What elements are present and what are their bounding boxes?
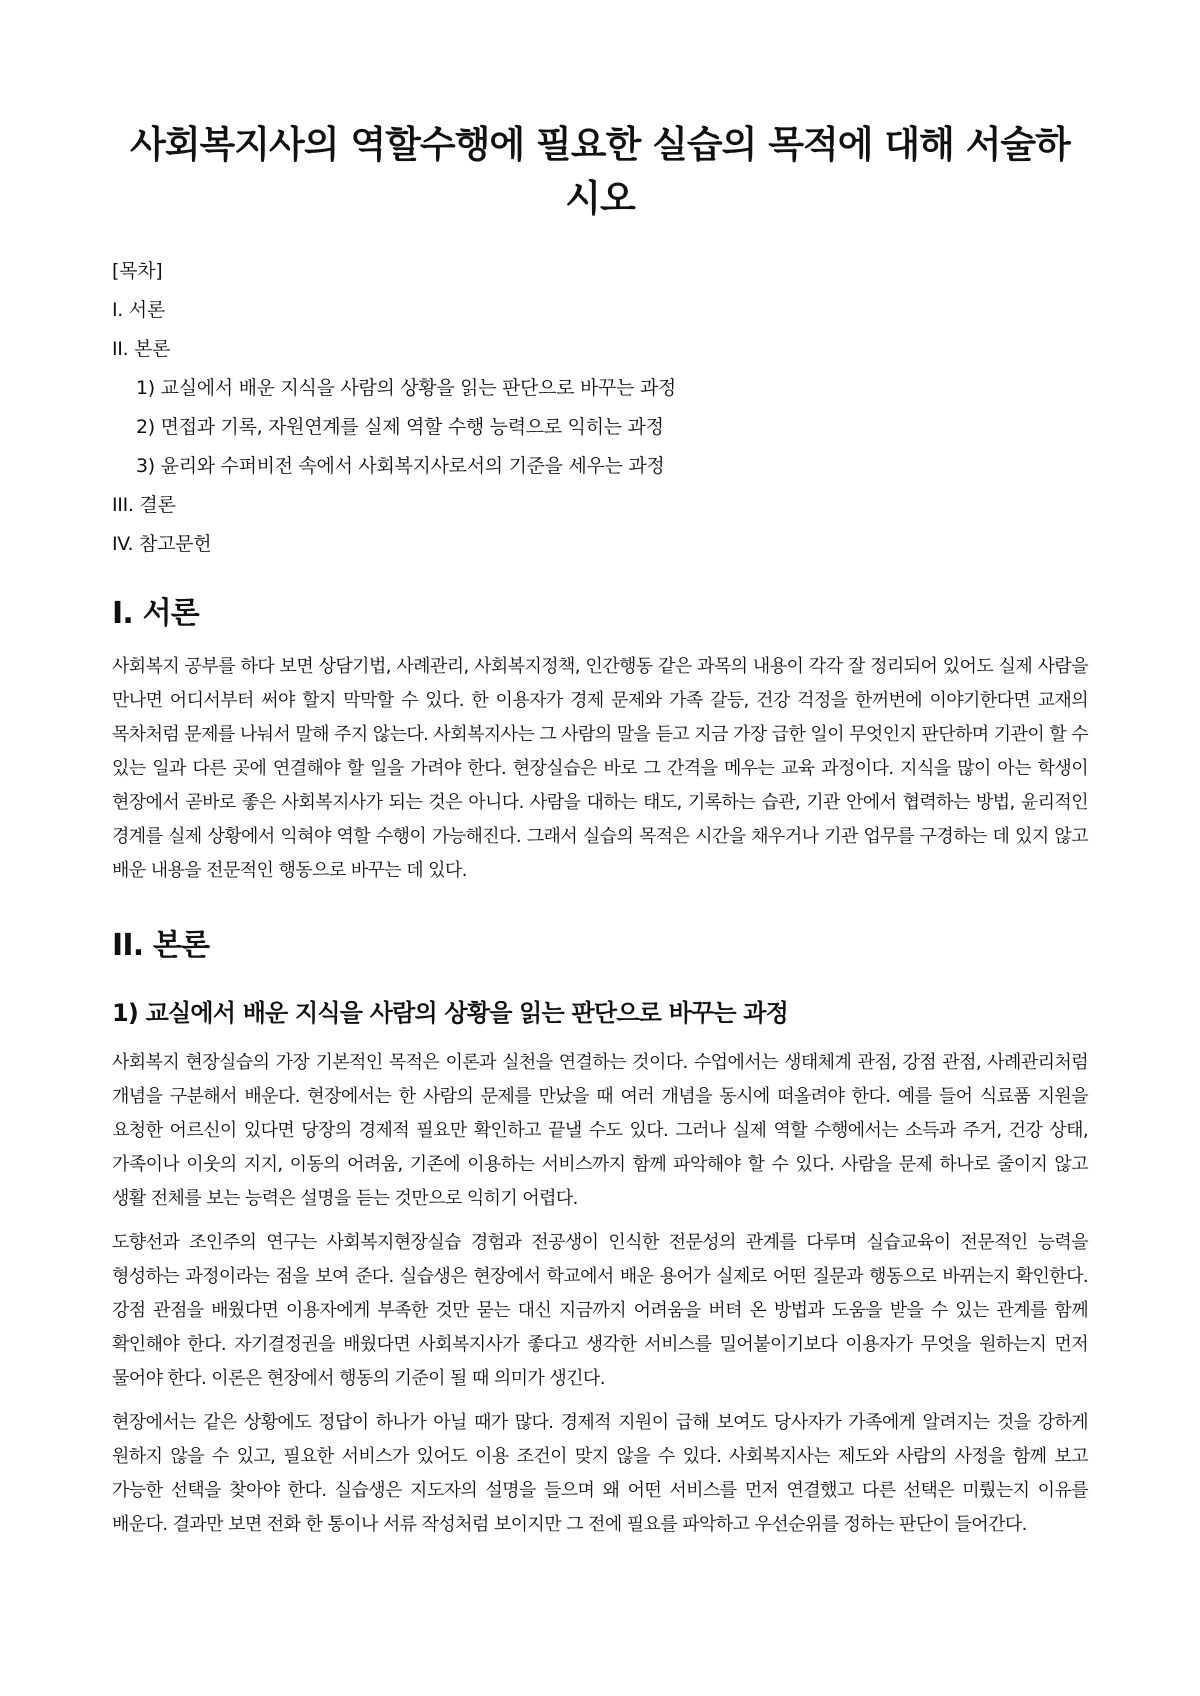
body-paragraph: 도향선과 조인주의 연구는 사회복지현장실습 경험과 전공생이 인식한 전문성의 관계를 다루며 실습교육이 전문적인 능력을 형성하는 과정이라는 점을 보여 준다. 실습생은 현장에서 학교에서 배운 용어가 실제로 어떤 질문과 행동으로 바뀌는지 확인한다. 강점 관점을 배웠다면 이용자에게 부족한 것만 묻는 대신 지금까지 어려움을 버텨 온 방법과 도움을 받을 수 있는 관계를 함께 확인해야 한다. 자기결정권을 배웠다면 사회복지사가 좋다고 생각한 서비스를 밀어붙이기보다 이용자가 무엇을 원하는지 먼저 물어야 한다. 이론은 현장에서 행동의 기준이 될 때 의미가 생긴다. [112, 1232, 1088, 1389]
toc-item: I. 서론 [112, 299, 165, 321]
subsection-heading: 1) 교실에서 배운 지식을 사람의 상황을 읽는 판단으로 바꾸는 과정 [112, 999, 789, 1027]
toc-subitem: 3) 윤리와 수퍼비전 속에서 사회복지사로서의 기준을 세우는 과정 [136, 455, 665, 477]
section-spacer [112, 898, 1088, 926]
toc-subitem: 2) 면접과 기록, 자원연계를 실제 역할 수행 능력으로 익히는 과정 [136, 416, 664, 438]
section-heading: II. 본론 [112, 928, 210, 963]
section-body [112, 926, 1088, 1542]
toc-item: III. 결론 [112, 494, 176, 516]
toc-subitem: 1) 교실에서 배운 지식을 사람의 상황을 읽는 판단으로 바꾸는 과정 [136, 377, 676, 399]
section-introduction [112, 594, 1088, 888]
body-paragraph: 사회복지 공부를 하다 보면 상담기법, 사례관리, 사회복지정책, 인간행동 같은 과목의 내용이 각각 잘 정리되어 있어도 실제 사람을 만나면 어디서부터 써야 할지 막막할 수 있다. 한 이용자가 경제 문제와 가족 갈등, 건강 걱정을 한꺼번에 이야기한다면 교재의 목차처럼 문제를 나눠서 말해 주지 않는다. 사회복지사는 그 사람의 말을 듣고 지금 가장 급한 일이 무엇인지 판단하며 기관이 할 수 있는 일과 다른 곳에 연결해야 할 일을 가려야 한다. 현장실습은 바로 그 간격을 메우는 교육 과정이다. 지식을 많이 아는 학생이 현장에서 곧바로 좋은 사회복지사가 되는 것은 아니다. 사람을 대하는 태도, 기록하는 습관, 기관 안에서 협력하는 방법, 윤리적인 경계를 실제 상황에서 익혀야 역할 수행이 가능해진다. 그래서 실습의 목적은 시간을 채우거나 기관 업무를 구경하는 데 있지 않고 배운 내용을 전문적인 행동으로 바꾸는 데 있다. [112, 656, 1088, 881]
body-paragraph: 현장에서는 같은 상황에도 정답이 하나가 아닐 때가 많다. 경제적 지원이 급해 보여도 당사자가 가족에게 알려지는 것을 강하게 원하지 않을 수 있고, 필요한 서비스가 있어도 이용 조건이 맞지 않을 수 있다. 사회복지사는 제도와 사람의 사정을 함께 보고 가능한 선택을 찾아야 한다. 실습생은 지도자의 설명을 들으며 왜 어떤 서비스를 먼저 연결했고 다른 선택은 미뤘는지 이유를 배운다. 결과만 보면 전화 한 통이나 서류 작성처럼 보이지만 그 전에 필요를 파악하고 우선순위를 정하는 판단이 들어간다. [112, 1412, 1088, 1535]
subsection-1 [112, 996, 1088, 1542]
table-of-contents [112, 252, 1088, 564]
document-title: 사회복지사의 역할수행에 필요한 실습의 목적에 대해 서술하시오 [130, 123, 1070, 220]
section-heading: I. 서론 [112, 596, 199, 631]
toc-item: II. 본론 [112, 338, 171, 360]
toc-item: IV. 참고문헌 [112, 533, 212, 555]
body-paragraph: 사회복지 현장실습의 가장 기본적인 목적은 이론과 실천을 연결하는 것이다. 수업에서는 생태체계 관점, 강점 관점, 사례관리처럼 개념을 구분해서 배운다. 현장에서는 한 사람의 문제를 만났을 때 여러 개념을 동시에 떠올려야 한다. 예를 들어 식료품 지원을 요청한 어르신이 있다면 당장의 경제적 필요만 확인하고 끝낼 수도 있다. 그러나 실제 역할 수행에서는 소득과 주거, 건강 상태, 가족이나 이웃의 지지, 이동의 어려움, 기존에 이용하는 서비스까지 함께 파악해야 할 수 있다. 사람을 문제 하나로 줄이지 않고 생활 전체를 보는 능력은 설명을 듣는 것만으로 익히기 어렵다. [112, 1052, 1088, 1209]
toc-label: [목차] [112, 260, 163, 282]
